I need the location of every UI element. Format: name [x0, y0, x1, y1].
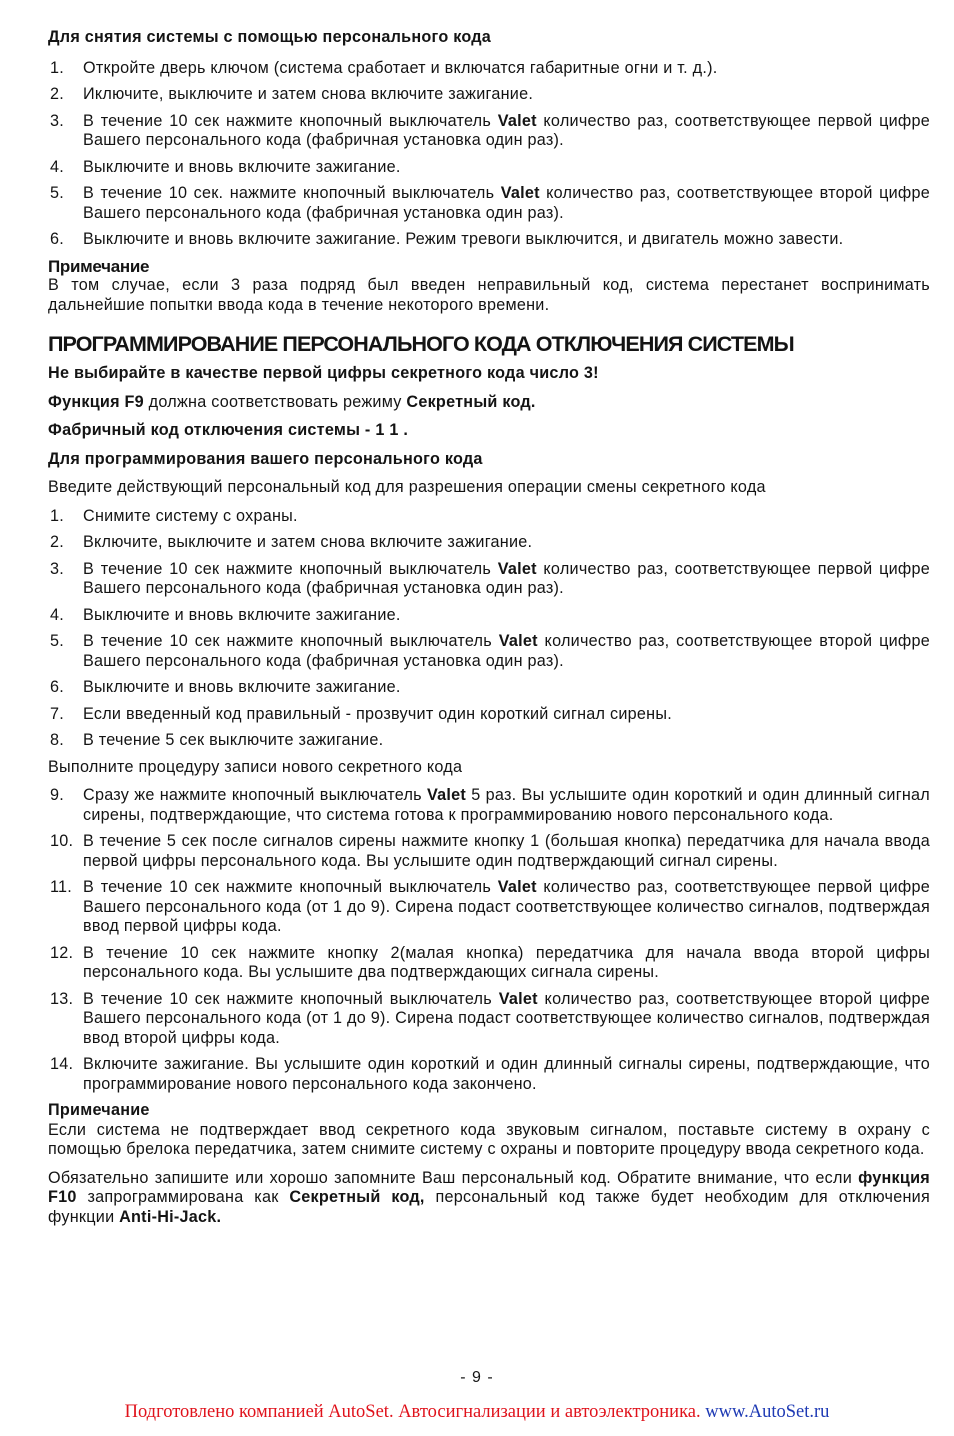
list-item [48, 158, 930, 178]
page-number: - 9 - [460, 1369, 494, 1386]
list-item-number: 5. [50, 184, 65, 202]
page-title: ПРОГРАММИРОВАНИЕ ПЕРСОНАЛЬНОГО КОДА ОТКЛЮЧЕНИЯ СИСТЕМЫ [48, 332, 794, 356]
list-item-text: В течение 5 сек после сигналов сирены нажмите кнопку 1 (большая кнопка) передатчика для начала ввода первой цифры персонального кода. Вы услышите один подтверждающий сигнал сирены. [83, 832, 930, 870]
list-item-number: 6. [50, 678, 65, 696]
list-item [48, 731, 930, 751]
list-item-text: Если введенный код правильный - прозвучит один короткий сигнал сирены. [83, 704, 672, 723]
list-item-text: Выключите и вновь включите зажигание. [83, 678, 401, 696]
list-item-text: В течение 10 сек нажмите кнопочный выключатель Valet количество раз, соответствующее первой цифре Вашего персонального кода (фабричная установка один раз). [83, 111, 930, 149]
list-item-number: 4. [50, 605, 65, 624]
section-heading-disarm: Для снятия системы с помощью персонального кода [48, 28, 492, 46]
factory-code-line: Фабричный код отключения системы - 1 1 . [48, 421, 409, 439]
document-page [48, 28, 930, 1236]
bold-text: Anti-Hi-Jack. [119, 1207, 222, 1226]
list-item [48, 878, 930, 937]
disarm-steps-list [48, 59, 930, 250]
list-item-number: 2. [50, 85, 65, 103]
list-item [48, 786, 930, 825]
note-text: В том случае, если 3 раза подряд был введен неправильный код, система перестанет воспринимать дальнейшие попытки ввода кода в течение некоторого времени. [48, 276, 930, 314]
list-item-number: 1. [50, 506, 65, 525]
list-item [48, 112, 930, 151]
bold-text: Valet [498, 632, 538, 650]
list-item-number: 5. [50, 632, 65, 650]
footer [0, 1402, 954, 1423]
list-item [48, 606, 930, 626]
list-item-text: Откройте дверь ключом (система сработает и включатся габаритные огни и т. д.). [83, 58, 718, 77]
record-intro: Выполните процедуру записи нового секретного кода [48, 757, 463, 776]
list-item-text: В течение 5 сек выключите зажигание. [83, 731, 384, 749]
list-item-number: 14. [50, 1055, 74, 1073]
list-item [48, 632, 930, 671]
note-text-2: Если система не подтверждает ввод секретного кода звуковым сигналом, поставьте систему в охрану с помощью брелока передатчика, затем снимите систему с охраны и повторите процедуру ввода секретного кода. [48, 1120, 930, 1158]
list-item [48, 1055, 930, 1094]
list-item-number: 10. [50, 832, 74, 850]
bold-text: функция F10 [48, 1168, 930, 1206]
list-item [48, 990, 930, 1049]
list-item-number: 2. [50, 533, 65, 551]
bold-text: Valet [500, 184, 540, 202]
list-item-text: Выключите и вновь включите зажигание. [83, 157, 401, 176]
list-item [48, 705, 930, 725]
list-item-text: Включите зажигание. Вы услышите один короткий и один длинный сигналы сирены, подтверждающие, что программирование нового персонального кода закончено. [83, 1055, 930, 1093]
list-item [48, 59, 930, 79]
note-title: Примечание [48, 256, 150, 276]
footer-text: Подготовлено компанией AutoSet. Автосигнализации и автоэлектроника. [124, 1402, 701, 1422]
list-item-text: В течение 10 сек нажмите кнопочный выключатель Valet количество раз, соответствующее первой цифре Вашего персонального кода (от 1 до 9). Сирена подаст соответствующее количество сигналов, подтверждая ввод первой цифры кода. [83, 878, 930, 935]
list-item-number: 3. [50, 111, 65, 130]
list-item-number: 11. [50, 878, 73, 896]
list-item-number: 6. [50, 230, 65, 248]
list-item-text: Снимите систему с охраны. [83, 506, 298, 525]
bold-text: Valet [427, 786, 467, 804]
bold-text: Секретный код. [406, 392, 536, 411]
list-item-number: 13. [50, 989, 74, 1008]
list-item [48, 230, 930, 250]
list-item-number: 9. [50, 786, 65, 804]
list-item-number: 4. [50, 157, 65, 176]
list-item-text: В течение 10 сек нажмите кнопочный выключатель Valet количество раз, соответствующее первой цифре Вашего персонального кода (фабричная установка один раз). [83, 559, 930, 597]
list-item-number: 7. [50, 704, 65, 723]
bold-text: Функция F9 [48, 392, 144, 411]
list-item-text: Выключите и вновь включите зажигание. Режим тревоги выключится, и двигатель можно завести. [83, 230, 844, 248]
list-item [48, 560, 930, 599]
programming-intro: Введите действующий персональный код для разрешения операции смены секретного кода [48, 478, 766, 496]
list-item-number: 3. [50, 559, 65, 578]
bold-text: Valet [497, 878, 537, 896]
list-item-text: В течение 10 сек нажмите кнопочный выключатель Valet количество раз, соответствующее второй цифре Вашего персонального кода (от 1 до 9). Сирена подаст соответствующее количество сигналов, подтверждая ввод второй цифры кода. [83, 989, 930, 1047]
list-item-number: 8. [50, 731, 65, 749]
programming-steps-list-a [48, 507, 930, 751]
programming-heading: Для программирования вашего персонального кода [48, 449, 483, 468]
footer-link[interactable]: www.AutoSet.ru [705, 1402, 830, 1422]
closing-paragraph: Обязательно запишите или хорошо запомните Ваш персональный код. Обратите внимание, что если функция F10 запрограммирована как Секретный код, персональный код также будет необходим для отключения функции Anti-Hi-Jack. [48, 1168, 930, 1226]
list-item [48, 944, 930, 983]
list-item [48, 507, 930, 527]
bold-text: Valet [498, 989, 538, 1008]
programming-steps-list-b [48, 786, 930, 1094]
list-item-text: Выключите и вновь включите зажигание. [83, 605, 401, 624]
list-item [48, 85, 930, 105]
list-item-text: Включите, выключите и затем снова включите зажигание. [83, 533, 533, 551]
bold-text: Valet [497, 111, 537, 130]
bold-text: Valet [497, 559, 537, 578]
list-item-number: 1. [50, 58, 65, 77]
list-item-text: В течение 10 сек. нажмите кнопочный выключатель Valet количество раз, соответствующее второй цифре Вашего персонального кода (фабричная установка один раз). [83, 184, 930, 222]
list-item-text: Сразу же нажмите кнопочный выключатель Valet 5 раз. Вы услышите один короткий и один длинный сигнал сирены, подтверждающие, что система готова к программированию нового персонального кода. [83, 786, 930, 824]
warning-text: Не выбирайте в качестве первой цифры секретного кода число 3! [48, 364, 599, 382]
list-item [48, 832, 930, 871]
list-item-text: В течение 10 сек нажмите кнопочный выключатель Valet количество раз, соответствующее второй цифре Вашего персонального кода (фабричная установка один раз). [83, 632, 930, 670]
list-item-number: 12. [50, 943, 74, 962]
list-item [48, 678, 930, 698]
list-item [48, 184, 930, 223]
note-title-2: Примечание [48, 1101, 150, 1119]
function-f9-line: Функция F9 должна соответствовать режиму Секретный код. [48, 392, 536, 411]
list-item-text: Иключите, выключите и затем снова включите зажигание. [83, 85, 534, 103]
bold-text: Секретный код, [289, 1188, 425, 1206]
list-item-text: В течение 10 сек нажмите кнопку 2(малая кнопка) передатчика для начала ввода второй цифры персонального кода. Вы услышите два подтверждающих сигнала сирены. [83, 943, 930, 981]
list-item [48, 533, 930, 553]
